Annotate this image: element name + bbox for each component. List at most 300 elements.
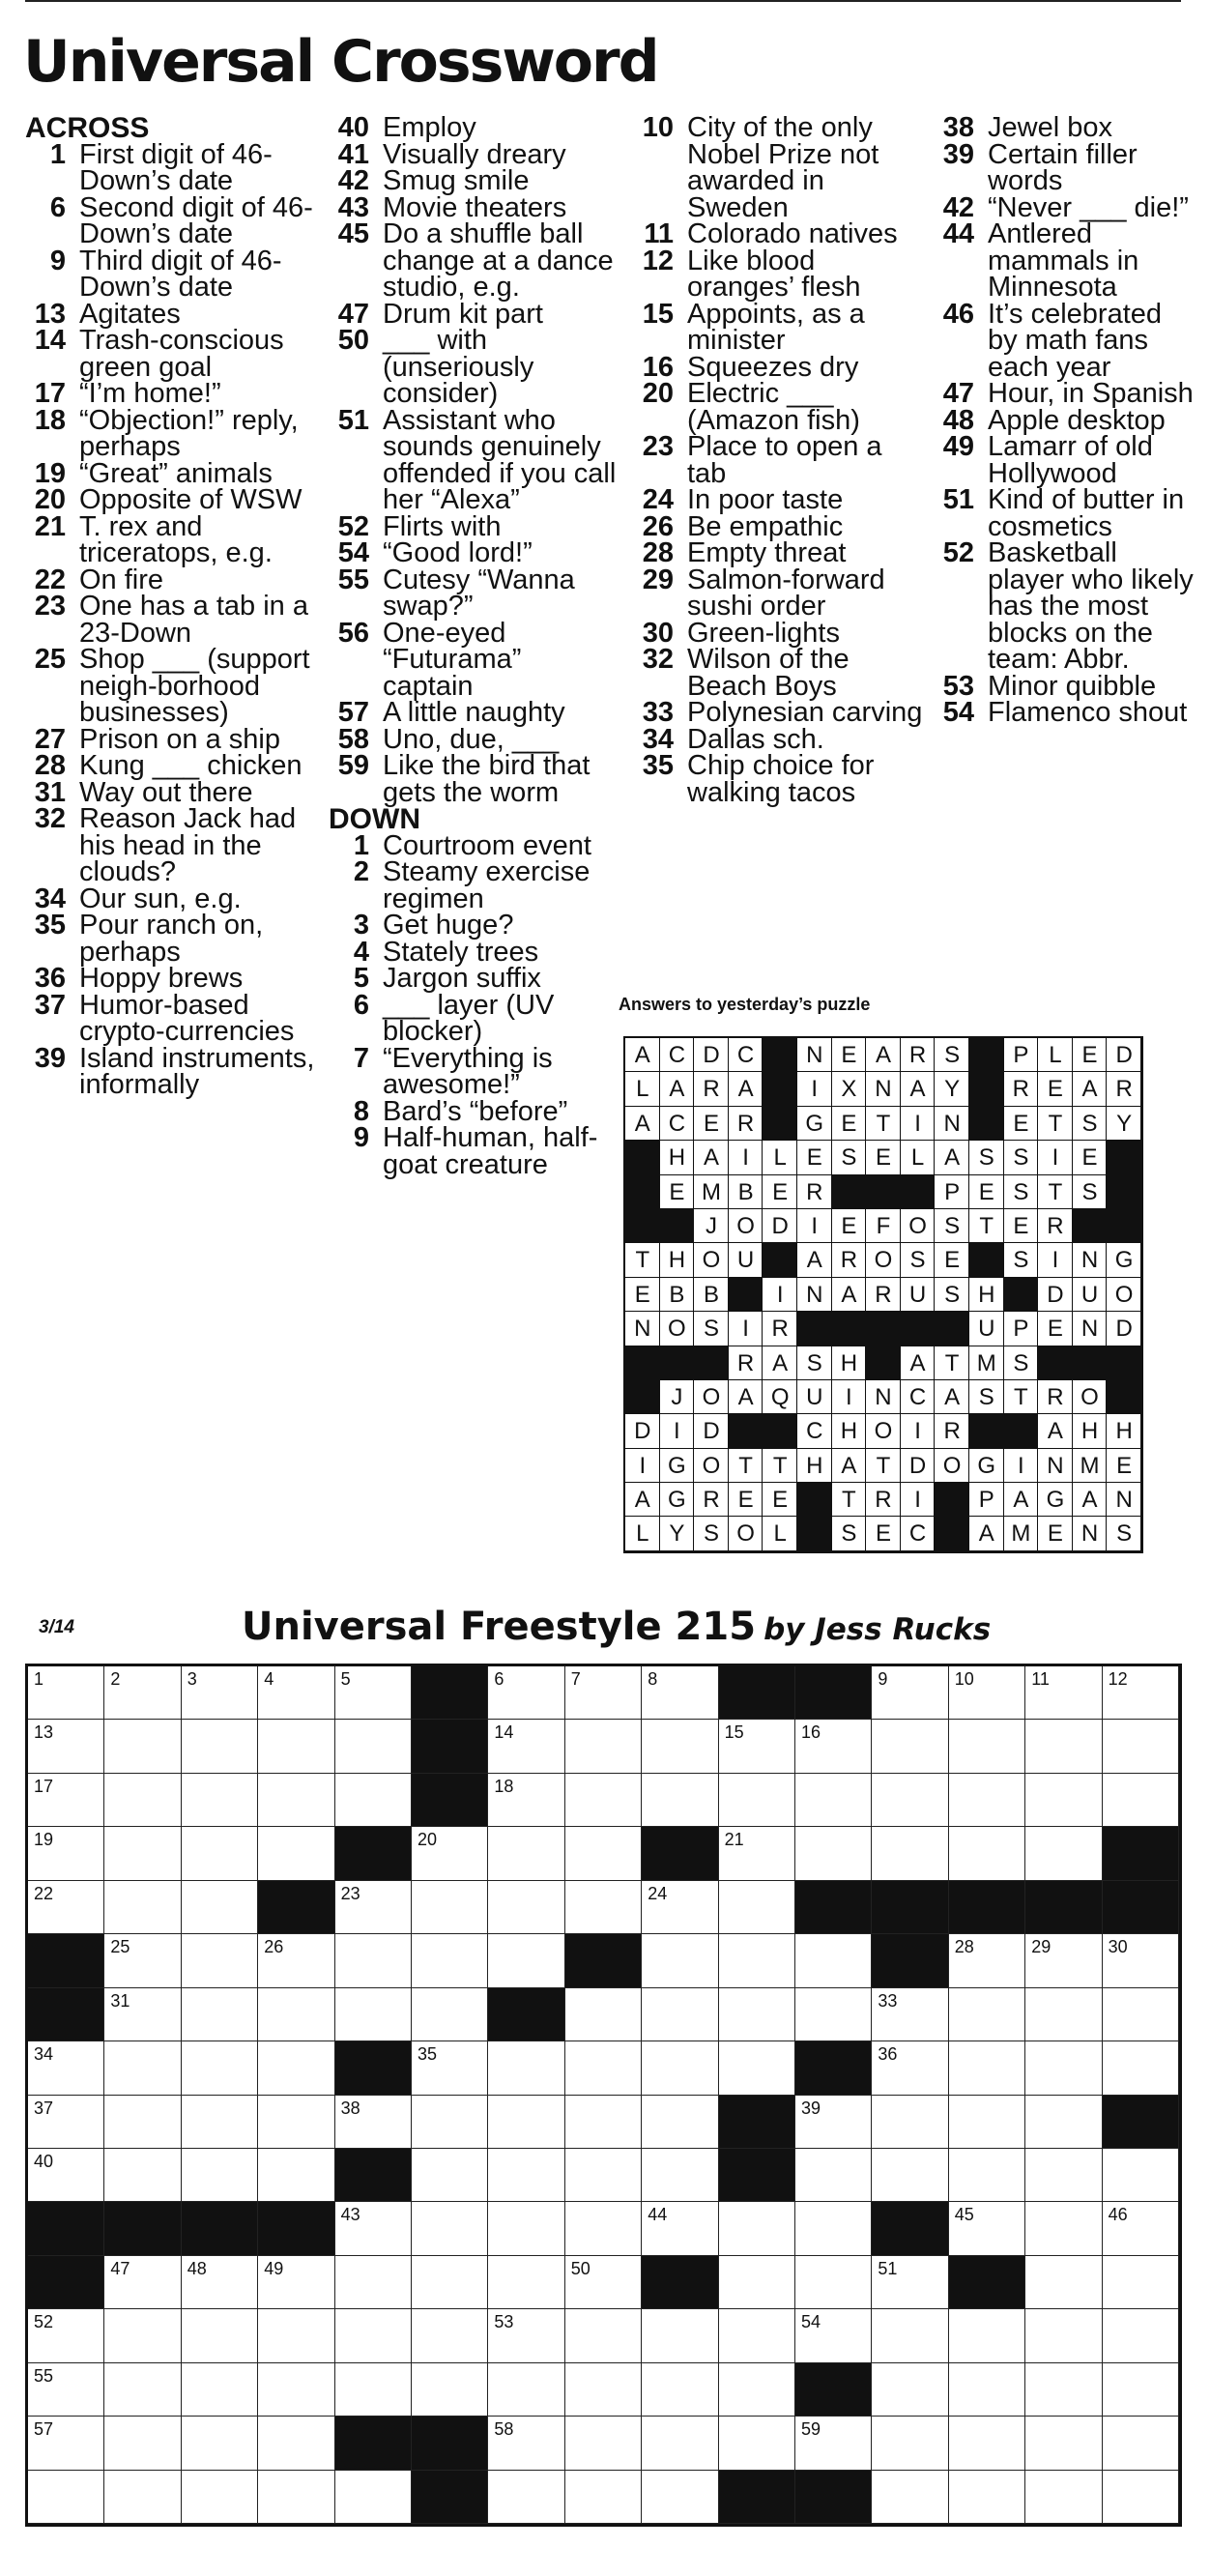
clue-number: 24 (642, 484, 674, 515)
grid-cell[interactable] (412, 2041, 488, 2095)
grid-cell[interactable] (28, 2149, 104, 2202)
grid-cell[interactable] (258, 1774, 334, 1827)
grid-cell[interactable] (258, 1666, 334, 1720)
grid-cell[interactable] (182, 2363, 258, 2417)
grid-cell[interactable] (795, 1827, 872, 1880)
grid-cell[interactable] (565, 1881, 642, 1934)
grid-cell[interactable] (412, 1988, 488, 2041)
clue-number: 4 (353, 936, 369, 968)
grid-cell[interactable] (412, 2309, 488, 2362)
grid-block (642, 1827, 718, 1880)
answer-cell: S (935, 1038, 969, 1072)
clue-item (329, 404, 619, 515)
grid-cell[interactable] (412, 1827, 488, 1880)
grid-cell[interactable] (412, 2202, 488, 2255)
grid-cell[interactable] (28, 1827, 104, 1880)
grid-cell[interactable] (795, 1988, 872, 2041)
grid-cell[interactable] (1103, 2363, 1179, 2417)
grid-block (1025, 1881, 1102, 1934)
cell-number: 13 (34, 1722, 54, 1743)
grid-cell[interactable] (642, 1720, 718, 1773)
answer-cell: S (797, 1346, 832, 1380)
grid-cell[interactable] (949, 2096, 1025, 2149)
grid-cell[interactable] (949, 2363, 1025, 2417)
cell-number: 9 (878, 1669, 888, 1689)
grid-cell[interactable] (1103, 2202, 1179, 2255)
answer-cell: N (866, 1072, 901, 1106)
grid-cell[interactable] (1025, 2417, 1102, 2470)
grid-cell[interactable] (335, 1774, 412, 1827)
clue-item (329, 298, 619, 330)
grid-cell[interactable] (642, 2202, 718, 2255)
grid-cell[interactable] (104, 2471, 181, 2524)
grid-cell[interactable] (488, 2096, 564, 2149)
answer-cell: H (969, 1278, 1004, 1312)
grid-cell[interactable] (642, 1988, 718, 2041)
grid-cell[interactable] (795, 2417, 872, 2470)
clue-item (329, 912, 619, 940)
grid-cell[interactable] (182, 1988, 258, 2041)
grid-cell[interactable] (642, 2363, 718, 2417)
answer-cell: P (935, 1175, 969, 1209)
clue-number: 9 (49, 245, 66, 276)
grid-block (28, 2256, 104, 2309)
answer-cell: A (832, 1278, 867, 1312)
answer-cell: N (797, 1278, 832, 1312)
answer-cell: E (866, 1517, 901, 1550)
answer-block (729, 1414, 763, 1448)
clue-item (633, 617, 923, 649)
clue-item (633, 351, 923, 383)
clue-number: 54 (942, 697, 974, 728)
answer-cell: D (763, 1209, 797, 1243)
grid-cell[interactable] (795, 2149, 872, 2202)
grid-cell[interactable] (488, 2309, 564, 2362)
grid-block (412, 1720, 488, 1773)
grid-cell[interactable] (949, 1934, 1025, 1987)
answer-cell: A (625, 1483, 660, 1517)
grid-cell[interactable] (1103, 2256, 1179, 2309)
answer-cell: T (1004, 1380, 1039, 1414)
grid-cell[interactable] (949, 2309, 1025, 2362)
grid-cell[interactable] (1025, 1934, 1102, 1987)
grid-cell[interactable] (1025, 1774, 1102, 1827)
answer-cell: N (797, 1038, 832, 1072)
clue-number: 42 (942, 191, 974, 223)
puzzle-byline: by Jess Rucks (763, 1612, 992, 1647)
grid-cell[interactable] (258, 1934, 334, 1987)
grid-cell[interactable] (795, 2096, 872, 2149)
grid-cell[interactable] (412, 2363, 488, 2417)
grid-cell[interactable] (795, 2309, 872, 2362)
answer-cell: E (1073, 1038, 1108, 1072)
grid-cell[interactable] (872, 1774, 948, 1827)
grid-cell[interactable] (872, 1720, 948, 1773)
grid-cell[interactable] (104, 1988, 181, 2041)
grid-cell[interactable] (719, 2256, 795, 2309)
grid-cell[interactable] (488, 1720, 564, 1773)
grid-cell[interactable] (565, 1827, 642, 1880)
grid-cell[interactable] (104, 1720, 181, 1773)
grid-cell[interactable] (642, 2471, 718, 2524)
puzzle-title: Universal Freestyle 215 (242, 1605, 757, 1649)
clue-number: 17 (34, 378, 66, 409)
grid-cell[interactable] (1103, 2471, 1179, 2524)
grid-cell[interactable] (258, 2041, 334, 2095)
answer-block (1038, 1346, 1073, 1380)
grid-cell[interactable] (258, 2309, 334, 2362)
answer-cell: O (694, 1380, 729, 1414)
grid-cell[interactable] (872, 2417, 948, 2470)
grid-cell[interactable] (565, 1720, 642, 1773)
grid-cell[interactable] (104, 1774, 181, 1827)
grid-cell[interactable] (28, 1666, 104, 1720)
answer-cell: F (866, 1209, 901, 1243)
clue-text: Stately trees (383, 936, 539, 968)
grid-cell[interactable] (258, 2471, 334, 2524)
grid-cell[interactable] (335, 2202, 412, 2255)
answer-cell: O (1107, 1278, 1141, 1312)
grid-cell[interactable] (642, 2041, 718, 2095)
grid-cell[interactable] (1025, 1666, 1102, 1720)
clue-number: 40 (337, 112, 369, 143)
grid-cell[interactable] (719, 1988, 795, 2041)
grid-cell[interactable] (28, 2309, 104, 2362)
grid-cell[interactable] (1103, 1934, 1179, 1987)
grid-cell[interactable] (104, 2096, 181, 2149)
grid-cell[interactable] (412, 2256, 488, 2309)
clue-item (934, 431, 1195, 489)
grid-cell[interactable] (28, 2096, 104, 2149)
grid-cell[interactable] (565, 2256, 642, 2309)
clue-number: 1 (49, 138, 66, 170)
grid-cell[interactable] (28, 1881, 104, 1934)
grid-cell[interactable] (872, 2309, 948, 2362)
answer-block (763, 1038, 797, 1072)
grid-cell[interactable] (182, 1774, 258, 1827)
answer-cell: A (901, 1072, 936, 1106)
answer-cell: Y (935, 1072, 969, 1106)
grid-cell[interactable] (1025, 2256, 1102, 2309)
grid-cell[interactable] (719, 1774, 795, 1827)
grid-cell[interactable] (642, 2417, 718, 2470)
grid-cell[interactable] (719, 1720, 795, 1773)
answer-cell: S (935, 1278, 969, 1312)
grid-cell[interactable] (182, 2417, 258, 2470)
grid-cell[interactable] (565, 1988, 642, 2041)
answer-cell: A (1004, 1483, 1039, 1517)
grid-cell[interactable] (949, 2149, 1025, 2202)
grid-cell[interactable] (1103, 2041, 1179, 2095)
grid-cell[interactable] (642, 2149, 718, 2202)
answer-cell: D (1038, 1278, 1073, 1312)
grid-cell[interactable] (335, 2471, 412, 2524)
grid-cell[interactable] (104, 2149, 181, 2202)
answer-cell: L (1038, 1038, 1073, 1072)
answer-cell: I (625, 1449, 660, 1483)
grid-cell[interactable] (488, 2041, 564, 2095)
cell-number: 43 (340, 2205, 360, 2225)
grid-cell[interactable] (949, 1774, 1025, 1827)
answer-cell: M (1004, 1517, 1039, 1550)
answer-cell: M (694, 1175, 729, 1209)
grid-cell[interactable] (872, 2096, 948, 2149)
grid-cell[interactable] (104, 2041, 181, 2095)
grid-cell[interactable] (565, 2149, 642, 2202)
grid-cell[interactable] (182, 1720, 258, 1773)
clue-number: 18 (34, 404, 66, 436)
grid-cell[interactable] (412, 2149, 488, 2202)
grid-cell[interactable] (949, 2471, 1025, 2524)
clue-item (329, 218, 619, 303)
grid-cell[interactable] (258, 2096, 334, 2149)
grid-cell[interactable] (565, 1774, 642, 1827)
grid-cell[interactable] (104, 2309, 181, 2362)
grid-cell[interactable] (1025, 2309, 1102, 2362)
grid-cell[interactable] (642, 1666, 718, 1720)
answer-cell: S (969, 1141, 1004, 1174)
clue-number: 52 (942, 537, 974, 568)
grid-cell[interactable] (104, 1881, 181, 1934)
clue-item (633, 750, 923, 808)
grid-cell[interactable] (335, 1666, 412, 1720)
grid-cell[interactable] (642, 1881, 718, 1934)
grid-cell[interactable] (488, 1827, 564, 1880)
grid-cell[interactable] (182, 2149, 258, 2202)
grid-cell[interactable] (872, 2041, 948, 2095)
grid-block (949, 1881, 1025, 1934)
grid-cell[interactable] (258, 2417, 334, 2470)
grid-cell[interactable] (872, 1666, 948, 1720)
grid-cell[interactable] (949, 2041, 1025, 2095)
grid-cell[interactable] (182, 1827, 258, 1880)
grid-cell[interactable] (795, 1774, 872, 1827)
answer-cell: A (866, 1038, 901, 1072)
grid-cell[interactable] (335, 1881, 412, 1934)
grid-cell[interactable] (104, 2417, 181, 2470)
grid-cell[interactable] (565, 2096, 642, 2149)
grid-cell[interactable] (872, 2471, 948, 2524)
grid-cell[interactable] (258, 1720, 334, 1773)
answer-cell: I (729, 1312, 763, 1346)
clue-item (329, 963, 619, 994)
clue-item (633, 537, 923, 568)
cell-number: 4 (264, 1669, 274, 1689)
grid-cell[interactable] (28, 2363, 104, 2417)
grid-cell[interactable] (565, 2202, 642, 2255)
grid-cell[interactable] (335, 1720, 412, 1773)
grid-cell[interactable] (949, 1827, 1025, 1880)
grid-cell[interactable] (642, 2309, 718, 2362)
clue-item (633, 298, 923, 356)
grid-cell[interactable] (1025, 2202, 1102, 2255)
grid-cell[interactable] (182, 1881, 258, 1934)
grid-cell[interactable] (258, 2149, 334, 2202)
grid-cell[interactable] (1103, 2149, 1179, 2202)
cell-number: 37 (34, 2098, 54, 2118)
grid-cell[interactable] (412, 1934, 488, 1987)
grid-cell[interactable] (412, 2096, 488, 2149)
grid-cell[interactable] (488, 2149, 564, 2202)
answer-cell: A (969, 1517, 1004, 1550)
grid-cell[interactable] (719, 2309, 795, 2362)
answer-cell: D (901, 1449, 936, 1483)
grid-cell[interactable] (258, 2363, 334, 2417)
grid-cell[interactable] (872, 1988, 948, 2041)
clue-number: 57 (337, 697, 369, 728)
grid-cell[interactable] (335, 2309, 412, 2362)
grid-cell[interactable] (565, 1666, 642, 1720)
grid-cell[interactable] (872, 2149, 948, 2202)
answer-cell: A (625, 1038, 660, 1072)
grid-cell[interactable] (719, 2363, 795, 2417)
grid-cell[interactable] (104, 1934, 181, 1987)
grid-block (412, 2471, 488, 2524)
grid-cell[interactable] (488, 2417, 564, 2470)
cell-number: 8 (648, 1669, 658, 1689)
grid-cell[interactable] (488, 1666, 564, 1720)
grid-cell[interactable] (1025, 2041, 1102, 2095)
grid-cell[interactable] (258, 1827, 334, 1880)
grid-cell[interactable] (28, 2417, 104, 2470)
clue-number: 3 (353, 910, 369, 941)
grid-cell[interactable] (1103, 1666, 1179, 1720)
grid-cell[interactable] (488, 2256, 564, 2309)
grid-cell[interactable] (565, 2041, 642, 2095)
grid-cell[interactable] (1103, 2417, 1179, 2470)
grid-cell[interactable] (1103, 2309, 1179, 2362)
clue-item (25, 457, 315, 489)
grid-cell[interactable] (949, 1666, 1025, 1720)
grid-cell[interactable] (335, 2256, 412, 2309)
grid-cell[interactable] (1025, 1827, 1102, 1880)
clue-item (329, 510, 619, 542)
grid-cell[interactable] (182, 2041, 258, 2095)
grid-cell[interactable] (565, 2417, 642, 2470)
grid-cell[interactable] (872, 2256, 948, 2309)
grid-cell[interactable] (719, 2202, 795, 2255)
grid-cell[interactable] (719, 2041, 795, 2095)
clue-item (25, 803, 315, 887)
clue-text: Smug smile (383, 165, 530, 196)
answer-block (763, 1414, 797, 1448)
grid-cell[interactable] (488, 1881, 564, 1934)
grid-cell[interactable] (719, 1934, 795, 1987)
clue-number: 37 (34, 989, 66, 1021)
grid-cell[interactable] (488, 2471, 564, 2524)
grid-cell[interactable] (28, 1720, 104, 1773)
grid-cell[interactable] (182, 2096, 258, 2149)
clue-item (934, 218, 1195, 303)
grid-cell[interactable] (104, 1827, 181, 1880)
grid-cell[interactable] (949, 2202, 1025, 2255)
grid-cell[interactable] (872, 2363, 948, 2417)
clue-item (329, 537, 619, 568)
grid-cell[interactable] (488, 1934, 564, 1987)
grid-cell[interactable] (719, 2417, 795, 2470)
grid-cell[interactable] (182, 2471, 258, 2524)
grid-cell[interactable] (565, 2363, 642, 2417)
grid-cell[interactable] (335, 2096, 412, 2149)
grid-cell[interactable] (258, 2256, 334, 2309)
grid-cell[interactable] (565, 2309, 642, 2362)
clue-text: ___ with (unseriously consider) (383, 325, 534, 409)
clue-text: Apple desktop (988, 404, 1166, 436)
grid-cell[interactable] (412, 1881, 488, 1934)
grid-cell[interactable] (872, 1827, 948, 1880)
cell-number: 26 (264, 1937, 284, 1957)
clue-item (934, 670, 1195, 702)
grid-cell[interactable] (795, 1934, 872, 1987)
grid-cell[interactable] (1025, 2149, 1102, 2202)
grid-cell[interactable] (182, 2309, 258, 2362)
clue-text: Flamenco shout (988, 697, 1188, 728)
grid-cell[interactable] (335, 1988, 412, 2041)
grid-cell[interactable] (1025, 1720, 1102, 1773)
clue-text: Do a shuffle ball change at a dance studio, e.g. (383, 218, 614, 303)
grid-cell[interactable] (28, 2041, 104, 2095)
grid-cell[interactable] (642, 2096, 718, 2149)
grid-cell[interactable] (795, 1720, 872, 1773)
grid-cell[interactable] (104, 2256, 181, 2309)
clue-text: Get huge? (383, 910, 514, 941)
grid-cell[interactable] (182, 1666, 258, 1720)
grid-cell[interactable] (335, 1934, 412, 1987)
grid-cell[interactable] (949, 2417, 1025, 2470)
grid-cell[interactable] (488, 1774, 564, 1827)
grid-cell[interactable] (565, 2471, 642, 2524)
answer-cell: B (660, 1278, 695, 1312)
grid-cell[interactable] (642, 1774, 718, 1827)
clue-text: Certain filler words (988, 138, 1138, 196)
grid-cell[interactable] (28, 2471, 104, 2524)
grid-cell[interactable] (1025, 1988, 1102, 2041)
grid-cell[interactable] (1103, 1720, 1179, 1773)
grid-cell[interactable] (182, 1934, 258, 1987)
grid-cell[interactable] (335, 2363, 412, 2417)
grid-cell[interactable] (1025, 2363, 1102, 2417)
grid-cell[interactable] (949, 1720, 1025, 1773)
grid-cell[interactable] (719, 1827, 795, 1880)
clue-number: 21 (34, 510, 66, 542)
grid-block (949, 2256, 1025, 2309)
grid-cell[interactable] (488, 2363, 564, 2417)
cell-number: 1 (34, 1669, 44, 1689)
grid-cell[interactable] (1025, 2096, 1102, 2149)
grid-cell[interactable] (1103, 1988, 1179, 2041)
answer-block (797, 1483, 832, 1517)
clue-item (329, 325, 619, 409)
answer-cell: P (1004, 1038, 1039, 1072)
grid-cell[interactable] (1025, 2471, 1102, 2524)
clue-item (633, 564, 923, 622)
grid-cell[interactable] (488, 2202, 564, 2255)
grid-cell[interactable] (182, 2256, 258, 2309)
grid-cell[interactable] (104, 2363, 181, 2417)
grid-cell[interactable] (642, 1934, 718, 1987)
grid-cell[interactable] (719, 1881, 795, 1934)
grid-cell[interactable] (795, 2202, 872, 2255)
grid-cell[interactable] (258, 1988, 334, 2041)
grid-cell[interactable] (28, 1774, 104, 1827)
grid-cell[interactable] (949, 1988, 1025, 2041)
cell-number: 46 (1108, 2205, 1128, 2225)
cell-number: 7 (570, 1669, 581, 1689)
grid-cell[interactable] (795, 2256, 872, 2309)
grid-cell[interactable] (104, 1666, 181, 1720)
grid-cell[interactable] (1103, 1774, 1179, 1827)
clue-text: Prison on a ship (79, 723, 280, 755)
